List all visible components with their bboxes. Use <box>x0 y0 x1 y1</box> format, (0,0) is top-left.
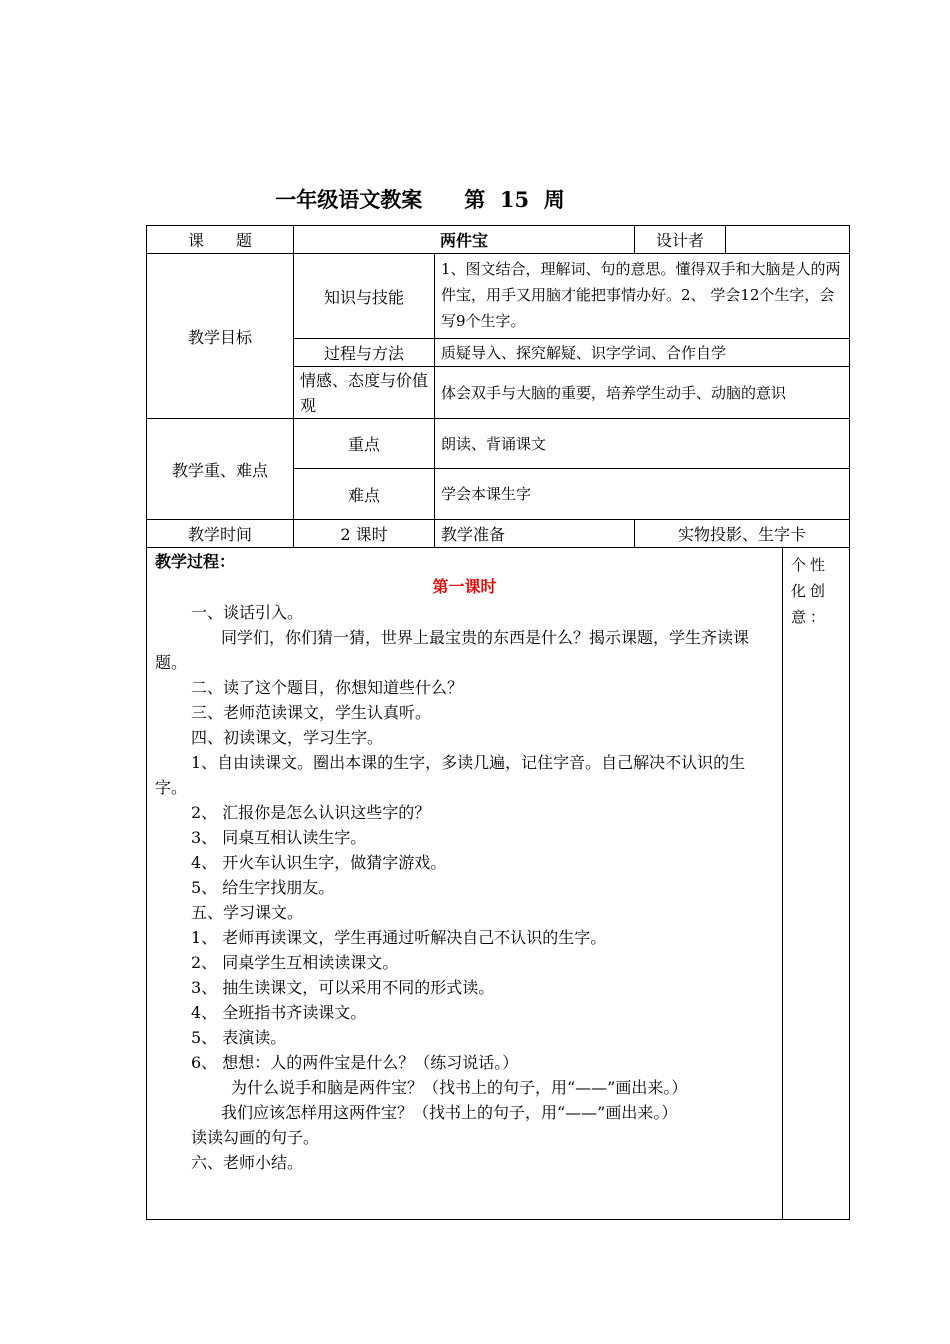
process-line: 4、 全班指书齐读课文。 <box>191 1003 367 1022</box>
objective-emotion-value: 体会双手与大脑的重要，培养学生动手、动脑的意识 <box>435 367 850 419</box>
topic-value: 两件宝 <box>294 226 635 254</box>
process-line: 三、老师范读课文，学生认真听。 <box>191 703 432 722</box>
process-line: 5、 表演读。 <box>191 1028 287 1047</box>
objective-emotion-label: 情感、态度与价值观 <box>294 367 435 419</box>
difficulty-label: 难点 <box>294 469 435 520</box>
time-label: 教学时间 <box>147 520 294 548</box>
title-left: 一年级语文教案 <box>275 187 423 212</box>
process-line: 二、读了这个题目，你想知道些什么？ <box>191 678 464 697</box>
process-line: 1、 老师再读课文，学生再通过听解决自己不认识的生字。 <box>191 928 607 947</box>
process-title: 教学过程： <box>155 552 236 571</box>
process-line: 5、 给生字找朋友。 <box>191 878 335 897</box>
process-line: 读读勾画的句子。 <box>191 1128 320 1147</box>
designer-label: 设计者 <box>635 226 726 254</box>
objective-process-value: 质疑导入、探究解疑、识字学词、合作自学 <box>435 339 850 367</box>
process-line: 六、老师小结。 <box>191 1153 304 1172</box>
objective-knowledge-label: 知识与技能 <box>294 254 435 339</box>
objective-knowledge-value: 1、图文结合，理解词、句的意思。懂得双手和大脑是人的两件宝，用手又用脑才能把事情办好。2、 学会12个生字，会写9个生字。 <box>435 254 850 339</box>
focus-label: 重点 <box>294 419 435 469</box>
process-line: 4、 开火车认识生字，做猜字游戏。 <box>191 853 447 872</box>
process-line: 2、 汇报你是怎么认识这些字的？ <box>191 803 431 822</box>
process-line: 同学们，你们猜一猜，世界上最宝贵的东西是什么？揭示课题，学生齐读课题。 <box>155 628 750 672</box>
objective-process-label: 过程与方法 <box>294 339 435 367</box>
prep-label: 教学准备 <box>435 520 635 548</box>
keypoints-label: 教学重、难点 <box>147 419 294 520</box>
process-line: 五、学习课文。 <box>191 903 304 922</box>
process-line: 3、 抽生读课文，可以采用不同的形式读。 <box>191 978 495 997</box>
process-line: 3、 同桌互相认读生字。 <box>191 828 367 847</box>
process-line: 为什么说手和脑是两件宝？（找书上的句子，用“——”画出来。） <box>231 1078 688 1097</box>
time-value: 2 课时 <box>294 520 435 548</box>
personal-creativity-label: 个性化创意： <box>783 548 850 1220</box>
process-line: 四、初读课文，学习生字。 <box>191 728 384 747</box>
prep-value: 实物投影、生字卡 <box>635 520 850 548</box>
objectives-label: 教学目标 <box>147 254 294 419</box>
process-line: 我们应该怎样用这两件宝？（找书上的句子，用“——”画出来。） <box>221 1103 678 1122</box>
difficulty-value: 学会本课生字 <box>435 469 850 520</box>
focus-value: 朗读、背诵课文 <box>435 419 850 469</box>
document-title <box>145 184 695 214</box>
process-line: 1、自由读课文。圈出本课的生字，多读几遍，记住字音。自己解决不认识的生字。 <box>155 753 746 797</box>
process-line: 一、谈话引入。 <box>191 603 304 622</box>
lesson-subtitle: 第一课时 <box>432 577 497 596</box>
designer-value <box>726 226 850 254</box>
lesson-plan-table <box>146 225 850 1220</box>
title-right: 第 15 周 <box>464 187 565 212</box>
topic-label: 课 题 <box>147 226 294 254</box>
process-line: 2、 同桌学生互相读读课文。 <box>191 953 399 972</box>
process-line: 6、 想想：人的两件宝是什么？（练习说话。） <box>191 1053 519 1072</box>
process-cell <box>147 548 783 1220</box>
